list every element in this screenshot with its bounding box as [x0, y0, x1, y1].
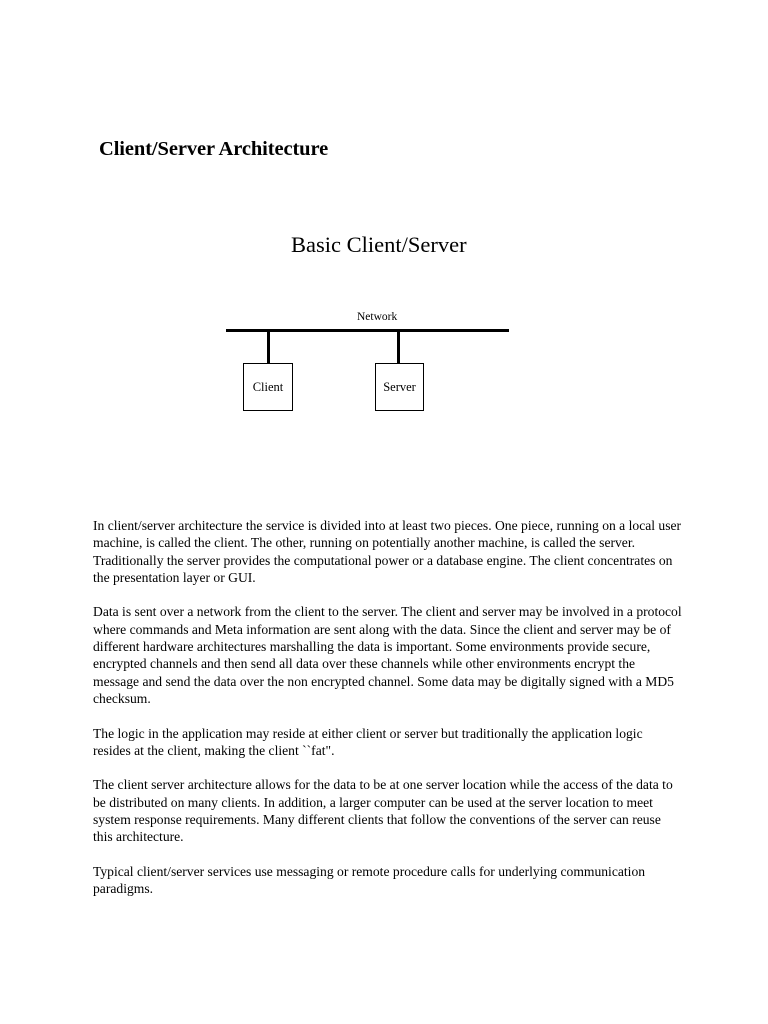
- client-node-label: Client: [252, 379, 284, 394]
- server-connector-line: [397, 331, 400, 364]
- paragraph: The logic in the application may reside at either client or server but traditionally the application logic resides at the client, making the client ``fat".: [93, 725, 643, 758]
- client-server-diagram: [0, 0, 768, 480]
- body-text: [93, 517, 683, 915]
- server-node: [375, 363, 424, 411]
- client-node: [243, 363, 293, 411]
- document-title: Client/Server Architecture: [99, 138, 329, 160]
- diagram-title: Basic Client/Server: [291, 232, 467, 257]
- paragraph: The client server architecture allows for the data to be at one server location while the access of the data to be distributed on many clients. In addition, a larger computer can be used at the server location to meet system response requirements. Many different clients that follow the conventions of the server can reuse this architecture.: [93, 777, 673, 845]
- paragraph: In client/server architecture the service is divided into at least two pieces. One piece, running on a local user machine, is called the client. The other, running on potentially another machine, is called the server. Traditionally the server provides the computational power or a database engine. The client concentrates on the presentation layer or GUI.: [93, 518, 682, 585]
- paragraph: Typical client/server services use messaging or remote procedure calls for underlying communication paradigms.: [93, 863, 646, 897]
- paragraph: Data is sent over a network from the client to the server. The client and server may be involved in a protocol where commands and Meta information are sent along with the data. Since the client and server may be of different hardware architectures marshalling the data is important. Some environments provide secure, encrypted channels and then send all data over these channels while other environments encrypt the message and send the data over the non encrypted channel. Some data may be digitally signed with a MD5 checksum.: [93, 604, 682, 706]
- network-label: Network: [357, 311, 398, 323]
- server-node-label: Server: [383, 379, 416, 394]
- client-connector-line: [267, 331, 270, 364]
